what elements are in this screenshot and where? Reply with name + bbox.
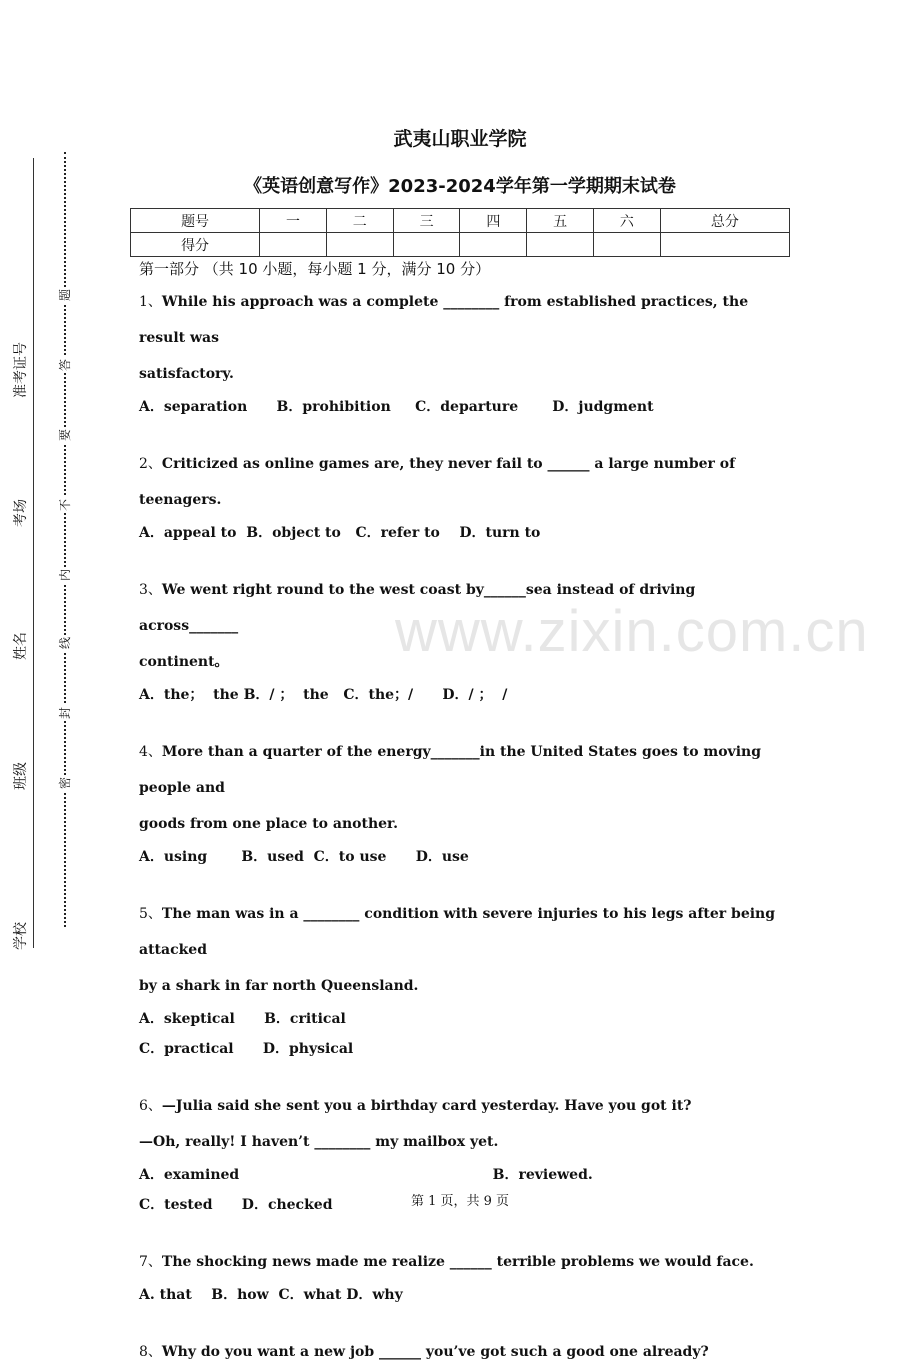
seal-char: 线 — [58, 637, 72, 650]
question-text — [139, 896, 799, 968]
question-text — [139, 356, 799, 392]
field-ticket-number: 准考证号 — [13, 342, 29, 398]
seal-char: 答 — [58, 359, 72, 372]
score-cell: 六 — [594, 209, 661, 233]
score-cell: 题号 — [131, 209, 260, 233]
question-item — [139, 1088, 799, 1220]
answer-options[interactable]: A．separation B．prohibition C．departure D．judgment — [139, 399, 654, 415]
question-number: 8、 — [139, 1344, 162, 1360]
question-text — [139, 806, 799, 842]
exam-title: 《英语创意写作》2023-2024学年第一学期期末试卷 — [244, 176, 676, 197]
score-cell: 总分 — [660, 209, 789, 233]
section-title: 第一部分 （共 10 小题，每小题 1 分，满分 10 分） — [139, 260, 491, 278]
watermark: www.zixin.com.cn — [395, 599, 869, 664]
score-table-header-row — [131, 209, 790, 233]
question-number: 5、 — [139, 906, 162, 922]
answer-options[interactable]: C．practical D．physical — [139, 1041, 354, 1057]
score-cell: 一 — [260, 209, 327, 233]
question-number: 7、 — [139, 1254, 162, 1270]
score-input-cell[interactable] — [260, 233, 327, 257]
question-text — [139, 284, 799, 356]
question-number: 1、 — [139, 294, 162, 310]
question-line: Criticized as online games are, they never fail to ______ a large number of teenagers. — [139, 456, 736, 508]
question-text — [139, 644, 799, 680]
seal-char: 封 — [58, 707, 72, 720]
page-footer: 第 1 页，共 9 页 — [410, 1194, 510, 1209]
question-list — [139, 284, 799, 1370]
seal-char: 要 — [58, 429, 72, 442]
question-item — [139, 284, 799, 422]
question-line: More than a quarter of the energy_______in the United States goes to moving people and — [139, 744, 761, 796]
question-text — [139, 968, 799, 1004]
question-number: 3、 — [139, 582, 162, 598]
answer-options[interactable]: A．the； the B．/ ； the C．the；/ D．/ ； / — [139, 687, 508, 703]
question-line: by a shark in far north Queensland. — [139, 978, 419, 994]
question-line: continent。 — [139, 654, 229, 670]
seal-dotted-line — [64, 152, 66, 927]
seal-char: 密 — [58, 777, 72, 790]
question-number: 6、 — [139, 1098, 162, 1114]
question-item — [139, 446, 799, 548]
question-item — [139, 1334, 799, 1370]
question-line: We went right round to the west coast by______sea instead of driving across_______ — [139, 582, 696, 634]
question-text — [139, 1088, 799, 1124]
question-item — [139, 734, 799, 872]
score-input-cell[interactable] — [660, 233, 789, 257]
score-cell: 得分 — [131, 233, 260, 257]
question-spacer — [139, 710, 799, 734]
score-cell: 三 — [393, 209, 460, 233]
score-input-cell[interactable] — [393, 233, 460, 257]
field-class: 班级 — [13, 762, 29, 790]
score-cell: 四 — [460, 209, 527, 233]
field-school: 学校 — [13, 922, 29, 950]
question-spacer — [139, 1310, 799, 1334]
question-text — [139, 734, 799, 806]
answer-options[interactable]: A. that B．how C．what D．why — [139, 1287, 403, 1303]
question-text — [139, 572, 799, 644]
question-number: 4、 — [139, 744, 162, 760]
question-line: —Oh, really! I haven’t ________ my mailbox yet. — [139, 1134, 499, 1150]
question-spacer — [139, 422, 799, 446]
field-name: 姓名 — [13, 632, 29, 660]
question-spacer — [139, 1220, 799, 1244]
answer-options[interactable]: C．tested D．checked — [139, 1197, 333, 1213]
score-cell: 五 — [527, 209, 594, 233]
question-line: —Julia said she sent you a birthday card yesterday. Have you got it? — [161, 1098, 692, 1114]
score-cell: 二 — [326, 209, 393, 233]
question-item — [139, 572, 799, 710]
answer-options[interactable]: A．examined B．reviewed. — [139, 1167, 593, 1183]
question-item — [139, 896, 799, 1064]
question-line: goods from one place to another. — [139, 816, 398, 832]
score-input-cell[interactable] — [460, 233, 527, 257]
question-item — [139, 1244, 799, 1310]
answer-options[interactable]: A．appeal to B．object to C．refer to D．turn to — [139, 525, 541, 541]
question-spacer — [139, 872, 799, 896]
question-text — [139, 1244, 799, 1280]
seal-char: 题 — [58, 289, 72, 302]
question-line: Why do you want a new job ______ you’ve got such a good one already? — [161, 1344, 709, 1360]
question-line: While his approach was a complete ________ from established practices, the result was — [139, 294, 749, 346]
field-exam-room: 考场 — [13, 499, 29, 527]
question-line: The man was in a ________ condition with severe injuries to his legs after being attacked — [139, 906, 776, 958]
score-input-cell[interactable] — [527, 233, 594, 257]
question-spacer — [139, 1064, 799, 1088]
question-spacer — [139, 548, 799, 572]
score-table — [130, 208, 790, 257]
school-name: 武夷山职业学院 — [393, 128, 527, 150]
answer-options[interactable]: A．skeptical B．critical — [139, 1011, 346, 1027]
score-table-score-row — [131, 233, 790, 257]
score-input-cell[interactable] — [326, 233, 393, 257]
score-input-cell[interactable] — [594, 233, 661, 257]
question-number: 2、 — [139, 456, 162, 472]
question-line: satisfactory. — [139, 366, 234, 382]
seal-char: 内 — [58, 569, 72, 582]
question-text — [139, 1124, 799, 1160]
answer-options[interactable]: A．using B．used C．to use D．use — [139, 849, 469, 865]
seal-char: 不 — [58, 499, 72, 512]
question-text — [139, 446, 799, 518]
binding-line — [33, 158, 34, 948]
question-line: The shocking news made me realize ______ terrible problems we would face. — [161, 1254, 754, 1270]
question-text — [139, 1334, 799, 1370]
exam-content — [139, 258, 799, 1370]
